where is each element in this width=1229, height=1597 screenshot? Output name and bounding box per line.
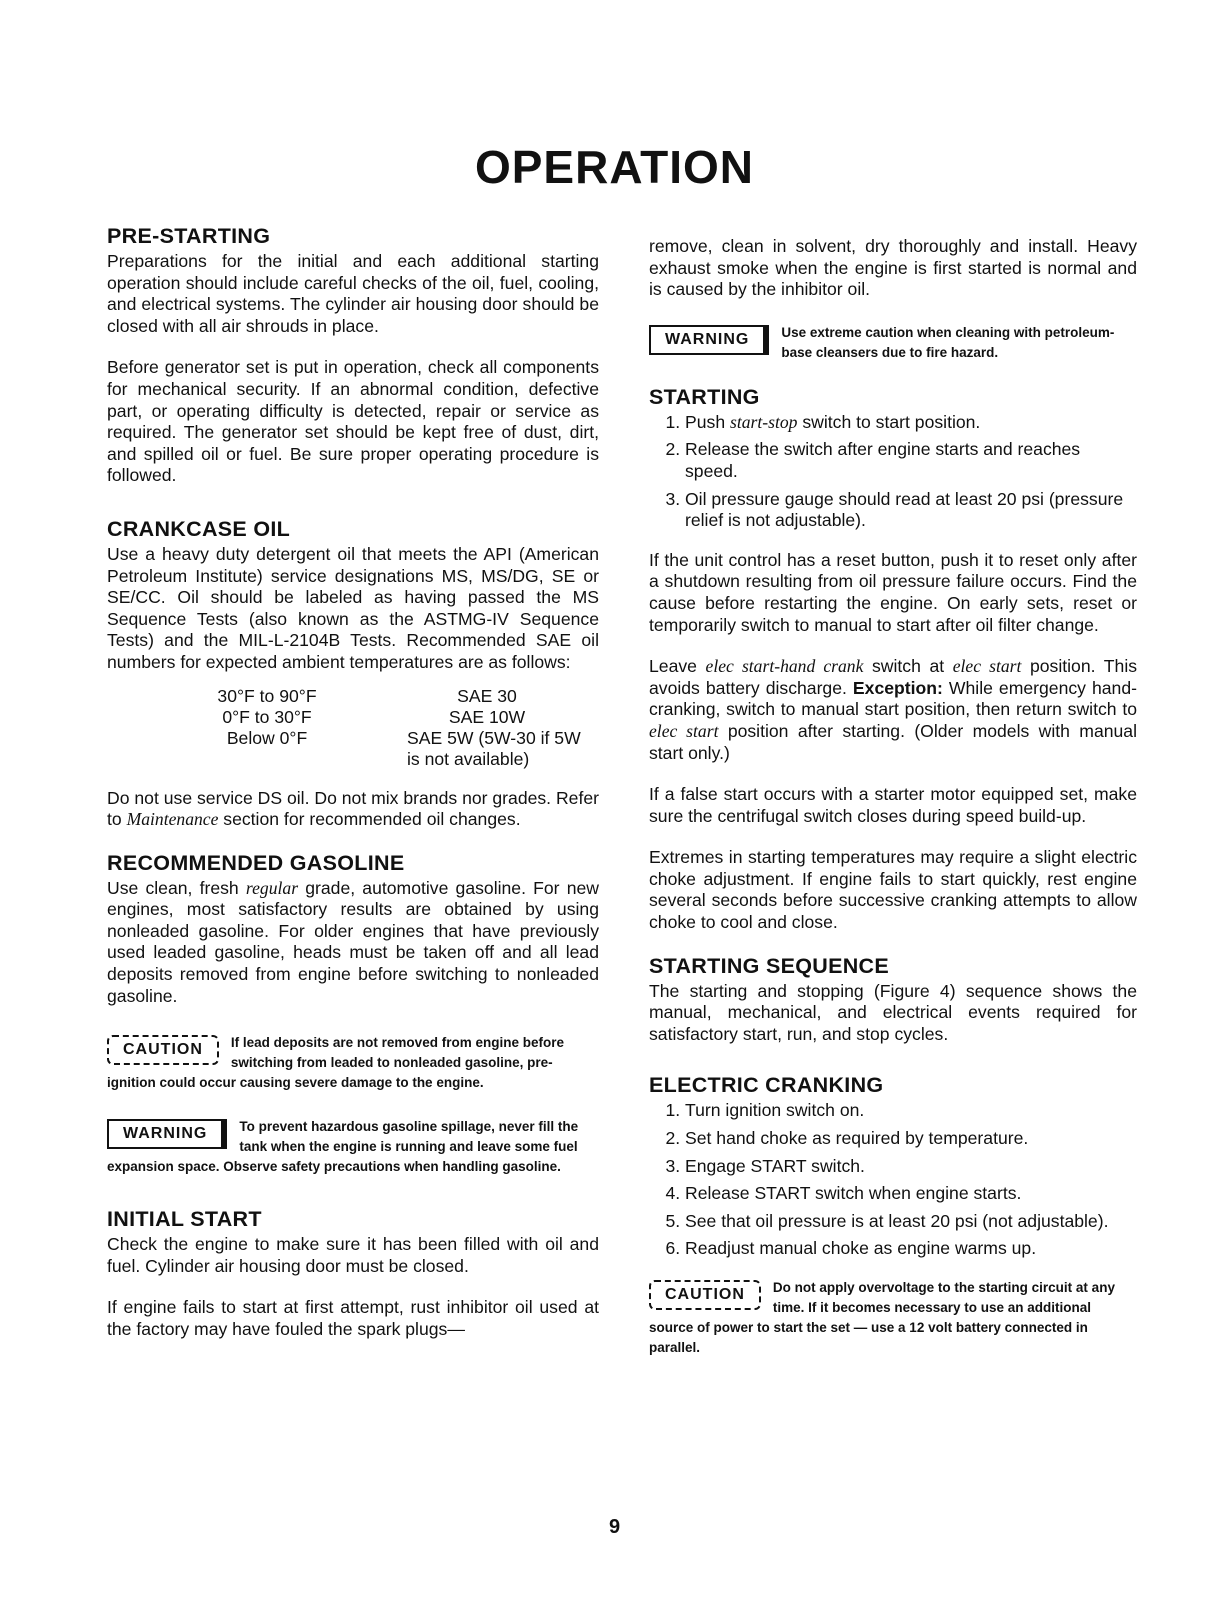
cranking-step: 5. See that oil pressure is at least 20 psi (not adjustable).	[685, 1211, 1137, 1233]
oil-temp-cell: Below 0°F	[226, 727, 308, 748]
pre-starting-heading: PRE-STARTING	[107, 224, 271, 248]
pre-starting-paragraph-1: Preparations for the initial and each additional starting operation should include careful checks of the oil, fuel, cooling, and electrical systems. The cylinder air housing door should be closed with all air shrouds in place.	[107, 251, 599, 336]
starting-paragraph-3: If a false start occurs with a starter motor equipped set, make sure the centrifugal switch closes during speed build-up.	[649, 784, 1137, 826]
oil-grade-cell: SAE 10W	[448, 706, 526, 727]
cranking-step: 6. Readjust manual choke as engine warms up.	[685, 1238, 1137, 1260]
gasoline-heading: RECOMMENDED GASOLINE	[107, 850, 405, 875]
caution-text: If lead deposits are not removed from engine before switching from leaded to nonleaded gasoline, pre-ignition could occur causing severe damage to the engine.	[107, 1035, 564, 1091]
starting-sequence-paragraph: The starting and stopping (Figure 4) sequence shows the manual, mechanical, and electrical events required for satisfactory start, run, and stop cycles.	[649, 980, 1137, 1044]
caution-notice-overvoltage	[649, 1278, 1137, 1358]
starting-steps	[649, 412, 1137, 532]
warning-badge: WARNING	[107, 1119, 227, 1149]
caution-text: Do not apply overvoltage to the starting circuit at any time. If it becomes necessary to use an additional source of power to start the set — use a 12 volt battery connected in parallel.	[649, 1280, 1115, 1355]
crankcase-oil-paragraph-2: Do not use service DS oil. Do not mix brands nor grades. Refer to Maintenance section for recommended oil changes.	[107, 787, 599, 830]
caution-badge: CAUTION	[107, 1035, 219, 1065]
oil-temperature-table	[157, 686, 599, 770]
starting-paragraph-4: Extremes in starting temperatures may require a slight electric choke adjustment. If engine fails to start quickly, rest engine several seconds before successive cranking attempts to allow choke to cool and close.	[649, 847, 1137, 933]
continued-paragraph: remove, clean in solvent, dry thoroughly and install. Heavy exhaust smoke when the engine is first started is normal and is caused by the inhibitor oil.	[649, 236, 1137, 300]
starting-paragraph-1: If the unit control has a reset button, push it to reset only after a shutdown resulting from oil pressure failure occurs. Find the cause before restarting the engine. On early sets, reset or temporarily switch to manual to start after oil filter change.	[649, 549, 1137, 635]
right-column	[649, 236, 1137, 1358]
cranking-step: 2. Set hand choke as required by temperature.	[685, 1128, 1137, 1150]
starting-step: 1. Push start-stop switch to start position.	[685, 412, 1137, 434]
page-number: 9	[608, 1516, 621, 1538]
initial-start-heading: INITIAL START	[107, 1207, 262, 1232]
left-column	[107, 224, 599, 1341]
caution-badge: CAUTION	[649, 1280, 761, 1310]
warning-text: Use extreme caution when cleaning with petroleum-base cleansers due to fire hazard.	[781, 324, 1115, 360]
starting-step: 2. Release the switch after engine starts and reaches speed.	[685, 439, 1137, 482]
oil-grade-cell: SAE 30	[457, 685, 517, 706]
cranking-step: 4. Release START switch when engine starts.	[685, 1183, 1137, 1205]
cranking-step: 3. Engage START switch.	[685, 1156, 1137, 1178]
electric-cranking-heading: ELECTRIC CRANKING	[649, 1073, 884, 1098]
warning-notice-spillage	[107, 1117, 599, 1177]
caution-notice-lead	[107, 1033, 599, 1093]
crankcase-oil-heading: CRANKCASE OIL	[107, 516, 291, 541]
starting-step: 3. Oil pressure gauge should read at least 20 psi (pressure relief is not adjustable).	[685, 489, 1137, 532]
starting-heading: STARTING	[649, 384, 760, 409]
oil-grade-cell: SAE 5W (5W-30 if 5W is not available)	[407, 727, 581, 769]
gasoline-paragraph: Use clean, fresh regular grade, automotive gasoline. For new engines, most satisfactory results are obtained by using nonleaded gasoline. For older engines that have previously used leaded gasoline, heads must be taken off and all lead deposits removed from engine before switching to nonleaded gasoline.	[107, 877, 600, 1006]
warning-text: To prevent hazardous gasoline spillage, never fill the tank when the engine is running and leave some fuel expansion space. Observe safety precautions when handling gasoline.	[107, 1119, 579, 1175]
warning-notice-cleansers	[649, 323, 1137, 363]
starting-paragraph-2: Leave elec start-hand crank switch at elec start position. This avoids battery discharge. Exception: While emergency hand-cranking, switch to manual start position, then return switch to elec start position after starting. (Older models with manual start only.)	[649, 656, 1138, 763]
cranking-step: 1. Turn ignition switch on.	[685, 1100, 1137, 1122]
electric-cranking-steps	[649, 1100, 1137, 1260]
oil-temp-cell: 0°F to 30°F	[222, 706, 312, 727]
page-title: OPERATION	[474, 141, 755, 193]
initial-start-paragraph-1: Check the engine to make sure it has been filled with oil and fuel. Cylinder air housing door must be closed.	[107, 1234, 599, 1276]
crankcase-oil-paragraph-1: Use a heavy duty detergent oil that meets the API (American Petroleum Institute) service designations MS, MS/DG, SE or SE/CC. Oil should be labeled as having passed the MS Sequence Tests (also known as the ASTMG-IV Sequence Tests) and the MIL-L-2104B Tests. Recommended SAE oil numbers for expected ambient temperatures are as follows:	[107, 543, 599, 672]
pre-starting-paragraph-2: Before generator set is put in operation, check all components for mechanical security. If an abnormal condition, defective part, or operating difficulty is detected, repair or service as required. The generator set should be kept free of dust, dirt, and spilled oil or fuel. Be sure proper operating procedure is followed.	[107, 357, 599, 486]
oil-temp-cell: 30°F to 90°F	[217, 685, 317, 706]
warning-badge: WARNING	[649, 325, 769, 355]
maintenance-reference: Maintenance	[126, 809, 219, 830]
starting-sequence-heading: STARTING SEQUENCE	[649, 953, 890, 978]
initial-start-paragraph-2: If engine fails to start at first attempt, rust inhibitor oil used at the factory may have fouled the spark plugs—	[107, 1297, 599, 1340]
